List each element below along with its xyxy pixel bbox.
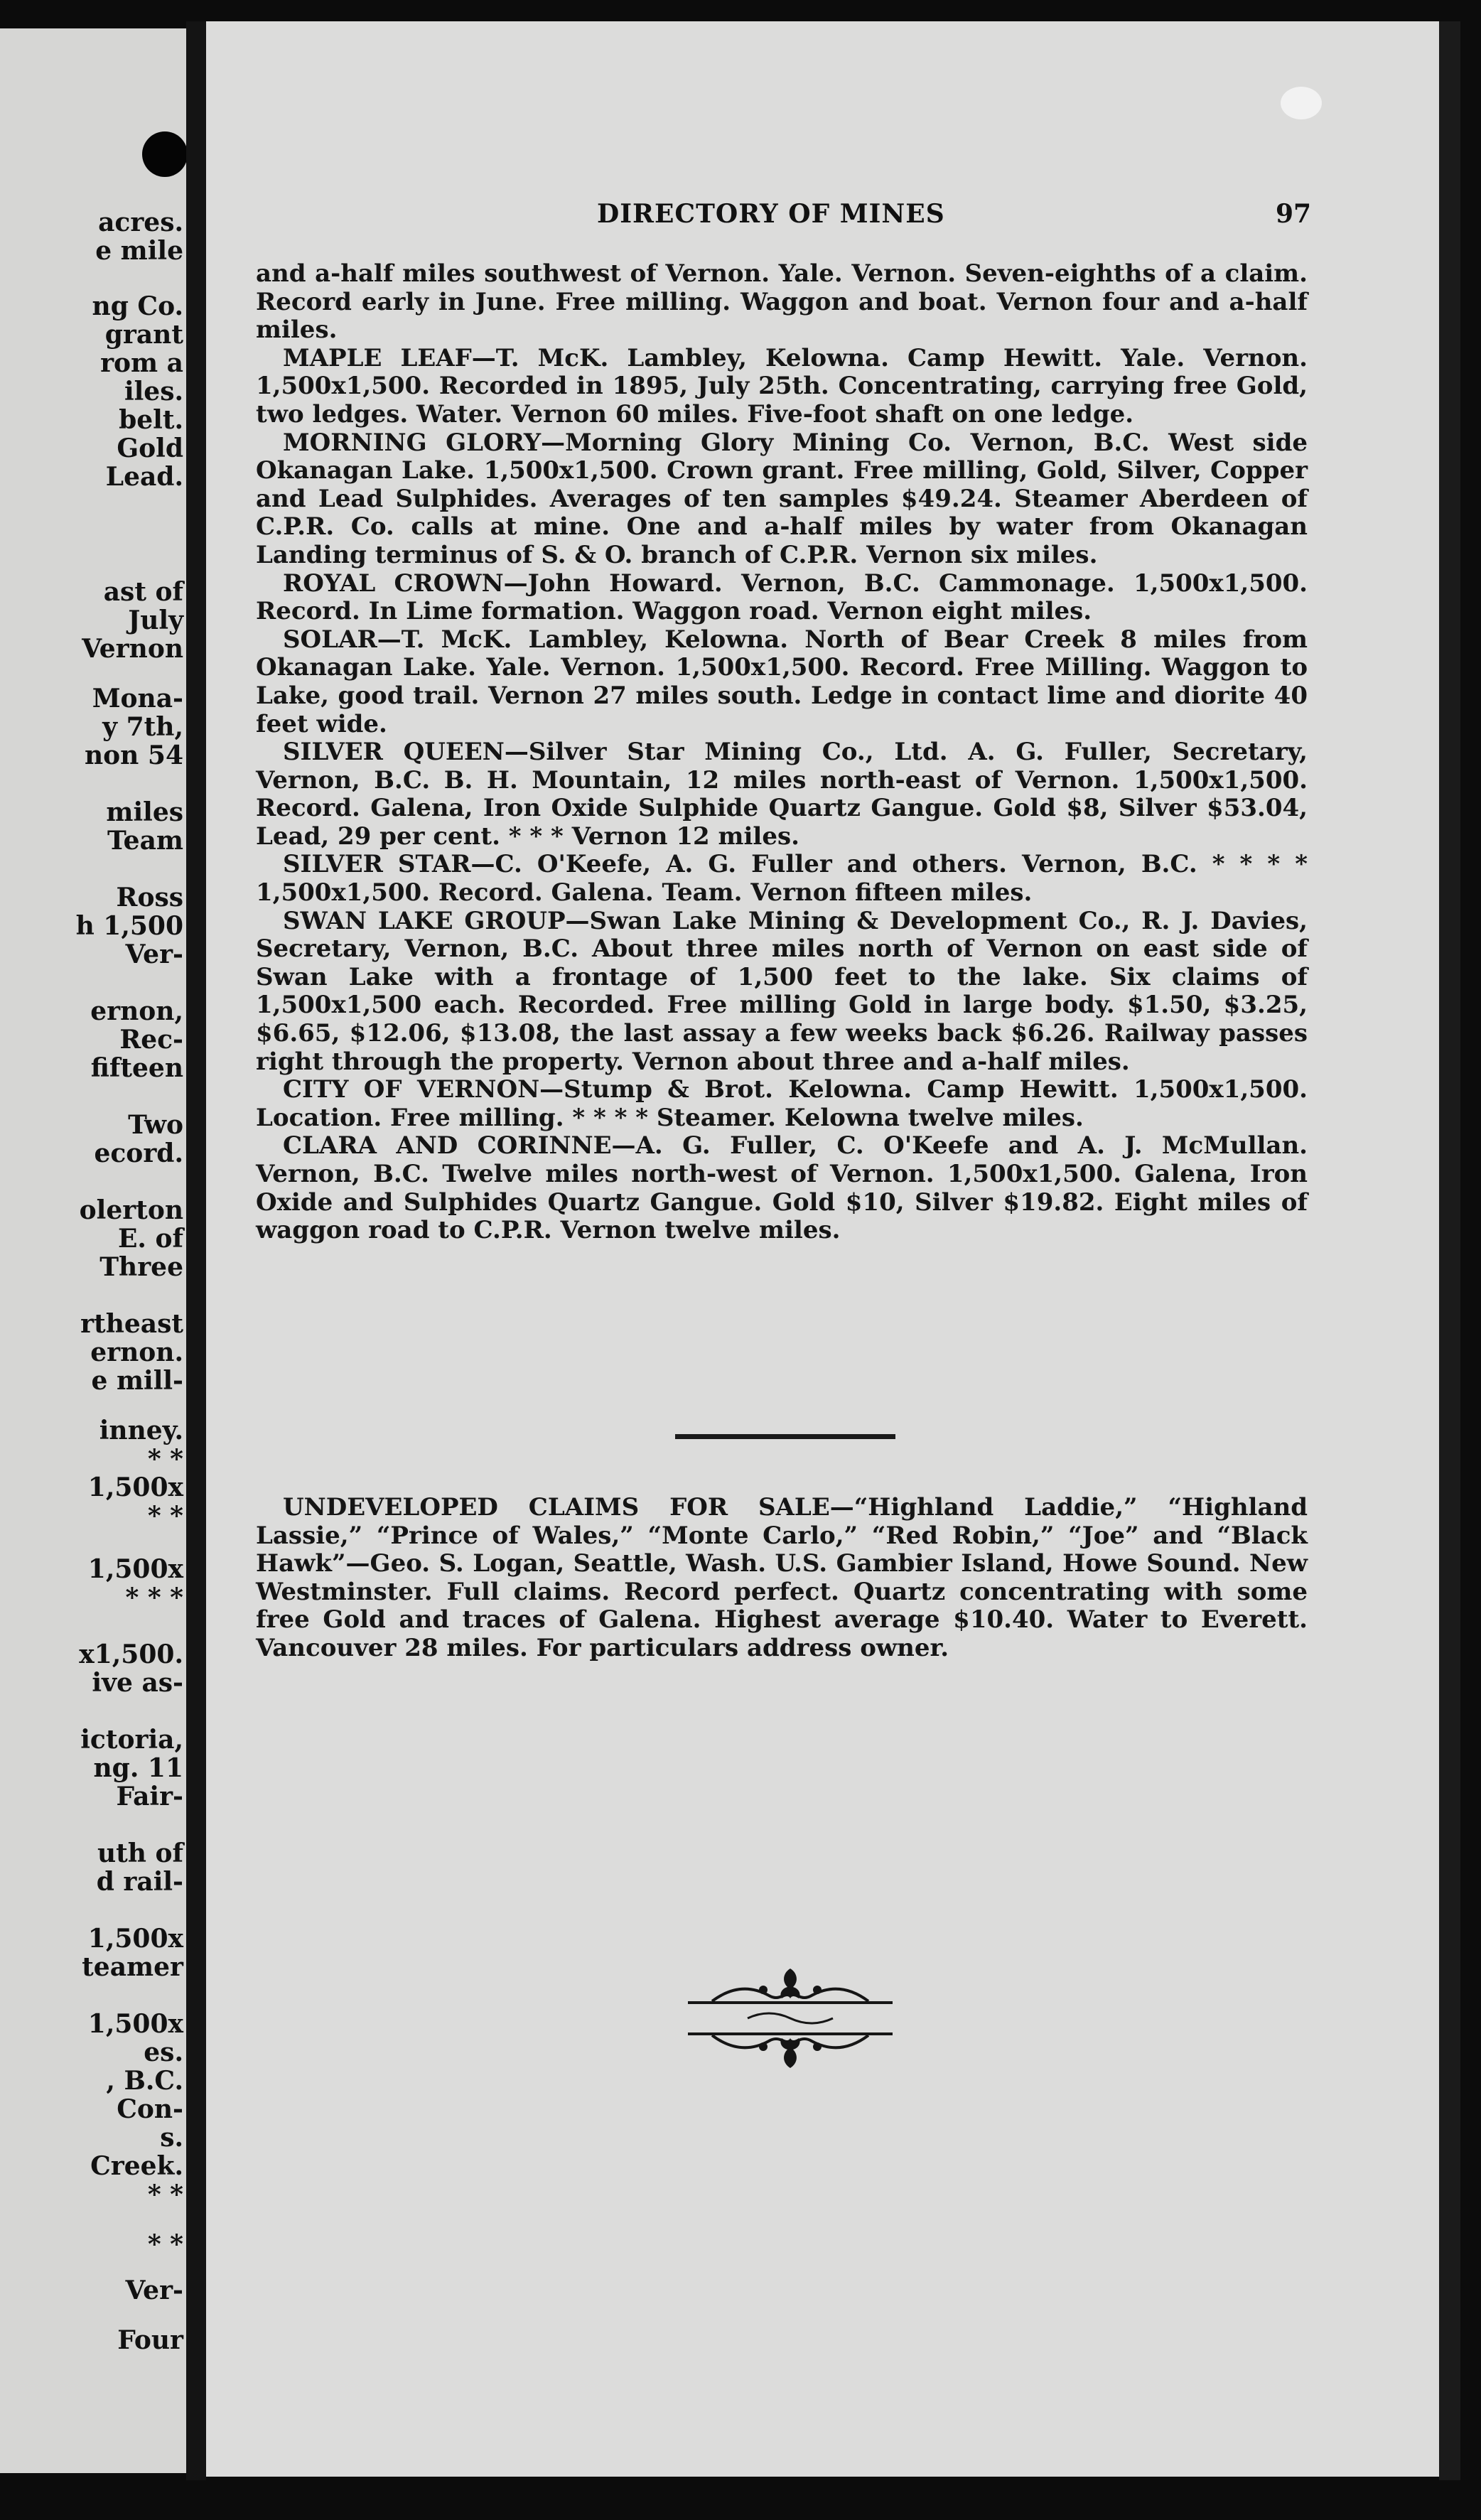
facing-page-text-fragment: * * — [147, 1501, 183, 1531]
facing-page-text-fragment: , B.C. — [106, 2066, 183, 2096]
facing-page-text-fragment: Team — [107, 826, 183, 856]
facing-page-text-fragment: ecord. — [94, 1138, 183, 1168]
punch-hole — [142, 131, 186, 177]
facing-page-text-fragment: rom a — [100, 348, 183, 378]
facing-page-text-fragment: grant — [104, 320, 183, 350]
facing-page-text-fragment: ernon, — [90, 996, 183, 1026]
facing-page-text-fragment: 1,500x — [87, 2009, 183, 2039]
facing-page-text-fragment: ictoria, — [80, 1725, 183, 1755]
paper-blemish — [1281, 87, 1322, 119]
facing-page-text-fragment: rtheast — [80, 1309, 183, 1339]
facing-page-text-fragment: miles — [106, 797, 183, 827]
facing-page-text-fragment: fifteen — [90, 1053, 183, 1083]
page-gutter — [186, 21, 206, 2480]
facing-page-text-fragment: 1,500x — [87, 1554, 183, 1584]
facing-page-text-fragment: ernon. — [90, 1337, 183, 1367]
facing-page-text-fragment: Ross — [116, 883, 183, 912]
facing-page-text-fragment: s. — [160, 2123, 183, 2153]
facing-page-text-fragment: Ver- — [125, 2276, 183, 2305]
facing-page-text-fragment: 1,500x — [87, 1924, 183, 1954]
section-divider-rule — [675, 1434, 895, 1439]
entry-solar: SOLAR—T. McK. Lambley, Kelowna. North of Bear Creek 8 miles from Okanagan Lake. Yale. Vernon. 1,500x1,500. Record. Free Milling. Waggon to Lake, good trail. Vernon 27 miles south. Ledge in contact lime and diorite 40 feet wide. — [256, 625, 1308, 738]
facing-page-text-fragment: Vernon — [82, 634, 183, 664]
facing-page-text-fragment: belt. — [119, 405, 183, 435]
facing-page-text-fragment: e mile — [95, 236, 183, 266]
facing-page-text-fragment: olerton — [79, 1195, 183, 1225]
entry-city-of-vernon: CITY OF VERNON—Stump & Brot. Kelowna. Camp Hewitt. 1,500x1,500. Location. Free milling. * * * * Steamer. Kelowna twelve miles. — [256, 1075, 1308, 1132]
facing-page-text-fragment: E. of — [117, 1224, 183, 1254]
facing-page-text-fragment: Creek. — [90, 2151, 183, 2181]
facing-page-text-fragment: acres. — [98, 208, 183, 237]
facing-page-fragment — [0, 28, 186, 2473]
facing-page-text-fragment: h 1,500 — [75, 911, 183, 941]
facing-page-text-fragment: Ver- — [125, 939, 183, 969]
entry-swan-lake-group: SWAN LAKE GROUP—Swan Lake Mining & Development Co., R. J. Davies, Secretary, Vernon, B.C. About three miles north of Vernon on east side of Swan Lake with a frontage of 1,500 feet to the lake. Six claims of 1,500x1,500 each. Recorded. Free milling Gold in large body. $1.50, $3.25, $6.65, $12.06, $13.08, the last assay a few weeks back $6.26. Railway passes right through the property. Vernon about three and a-half miles. — [256, 906, 1308, 1076]
facing-page-text-fragment: Mona- — [92, 684, 183, 714]
entry-clara-and-corinne: CLARA AND CORINNE—A. G. Fuller, C. O'Keefe and A. J. McMullan. Vernon, B.C. Twelve miles north-west of Vernon. 1,500x1,500. Galena, Iron Oxide and Sulphides Quartz Gangue. Gold $10, Silver $19.82. Eight miles of waggon road to C.P.R. Vernon twelve miles. — [256, 1131, 1308, 1245]
facing-page-text-fragment: y 7th, — [102, 712, 183, 742]
facing-page-text-fragment: * * * — [125, 1583, 183, 1612]
facing-page-text-fragment: ive as- — [92, 1668, 183, 1698]
printer-ornament — [684, 1961, 897, 2075]
page-97 — [206, 21, 1439, 2477]
entry-maple-leaf: MAPLE LEAF—T. McK. Lambley, Kelowna. Camp Hewitt. Yale. Vernon. 1,500x1,500. Recorded in 1895, July 25th. Concentrating, carrying free Gold, two ledges. Water. Vernon 60 miles. Five-foot shaft on one ledge. — [256, 343, 1308, 429]
facing-page-text-fragment: es. — [144, 2037, 183, 2067]
page-header — [206, 199, 1439, 242]
facing-page-text-fragment: July — [128, 605, 183, 635]
facing-page-text-fragment: Fair- — [116, 1782, 183, 1811]
facing-page-text-fragment: Rec- — [119, 1025, 183, 1055]
entry-continuation: and a-half miles southwest of Vernon. Yale. Vernon. Seven-eighths of a claim. Record early in June. Free milling. Waggon and boat. Vernon four and a-half miles. — [256, 259, 1308, 345]
facing-page-text-fragment: * * — [147, 2229, 183, 2259]
facing-page-text-fragment: Three — [99, 1252, 183, 1282]
facing-page-text-fragment: Two — [128, 1110, 183, 1140]
facing-page-text-fragment: iles. — [124, 377, 183, 406]
facing-page-text-fragment: d rail- — [96, 1867, 183, 1897]
facing-page-text-fragment: inney. — [99, 1416, 183, 1445]
facing-page-text-fragment: e mill- — [91, 1366, 183, 1396]
facing-page-text-fragment: * * — [147, 2180, 183, 2209]
facing-page-text-fragment: Gold — [117, 434, 183, 463]
facing-page-text-fragment: ast of — [103, 577, 183, 607]
facing-page-text-fragment: non 54 — [85, 741, 183, 770]
facing-page-text-fragment: * * — [147, 1444, 183, 1474]
page-number: 97 — [1276, 199, 1312, 229]
entry-silver-queen: SILVER QUEEN—Silver Star Mining Co., Ltd. A. G. Fuller, Secretary, Vernon, B.C. B. H. Mountain, 12 miles north-east of Vernon. 1,500x1,500. Record. Galena, Iron Oxide Sulphide Quartz Gangue. Gold $8, Silver $53.04, Lead, 29 per cent. * * * Vernon 12 miles. — [256, 738, 1308, 851]
facing-page-text-fragment: Lead. — [105, 462, 183, 492]
facing-page-text-fragment: teamer — [82, 1952, 183, 1982]
entry-royal-crown: ROYAL CROWN—John Howard. Vernon, B.C. Cammonage. 1,500x1,500. Record. In Lime formation. Waggon road. Vernon eight miles. — [256, 569, 1308, 626]
facing-page-text-fragment: 1,500x — [87, 1472, 183, 1502]
facing-page-text-fragment: ng Co. — [92, 291, 183, 321]
facing-page-text-fragment: ng. 11 — [93, 1753, 183, 1783]
facing-page-text-fragment: uth of — [97, 1838, 183, 1868]
facing-page-text-fragment: Con- — [117, 2094, 183, 2124]
running-head: DIRECTORY OF MINES — [597, 199, 945, 229]
facing-page-text-fragment: x1,500. — [79, 1639, 183, 1669]
facing-page-text-fragment: Four — [117, 2325, 183, 2355]
undeveloped-claims-notice: UNDEVELOPED CLAIMS FOR SALE—“Highland Laddie,” “Highland Lassie,” “Prince of Wales,” “Monte Carlo,” “Red Robin,” “Joe” and “Black Hawk”—Geo. S. Logan, Seattle, Wash. U.S. Gambier Island, Howe Sound. New Westminster. Full claims. Record perfect. Quartz concentrating with some free Gold and traces of Galena. Highest average $10.40. Water to Everett. Vancouver 28 miles. For particulars address owner. — [256, 1493, 1308, 1662]
entry-silver-star: SILVER STAR—C. O'Keefe, A. G. Fuller and others. Vernon, B.C. * * * * 1,500x1,500. Record. Galena. Team. Vernon fifteen miles. — [256, 850, 1308, 908]
page-edge — [1439, 21, 1460, 2480]
mine-directory-entries — [256, 260, 1308, 1245]
entry-morning-glory: MORNING GLORY—Morning Glory Mining Co. Vernon, B.C. West side Okanagan Lake. 1,500x1,500. Crown grant. Free milling, Gold, Silver, Copper and Lead Sulphides. Averages of ten samples $49.24. Steamer Aberdeen of C.P.R. Co. calls at mine. One and a-half miles by water from Okanagan Landing terminus of S. & O. branch of C.P.R. Vernon six miles. — [256, 428, 1308, 569]
